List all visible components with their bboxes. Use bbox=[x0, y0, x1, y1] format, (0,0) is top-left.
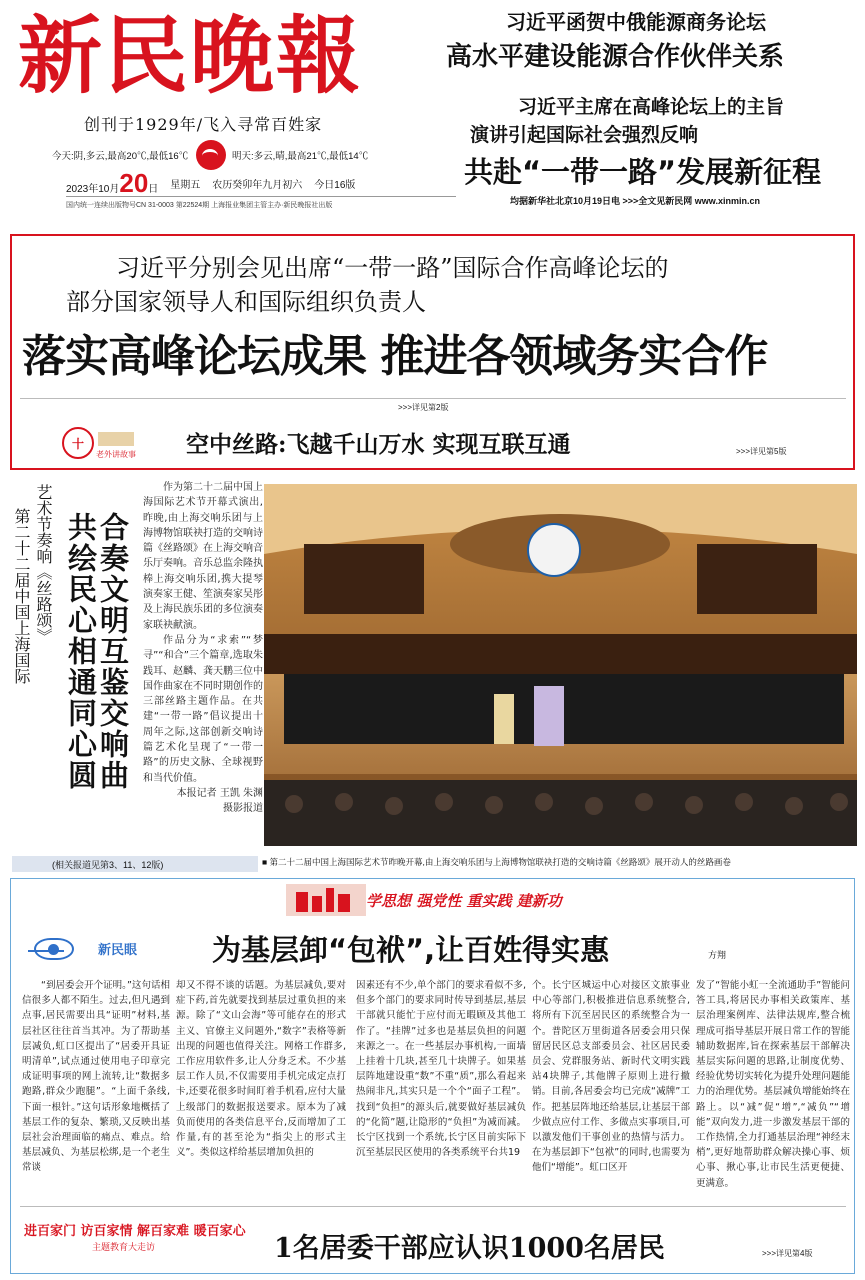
commentary-column-4: 个。长宁区城运中心对接区文旅事业中心等部门,积极推进信息系统整合,将所有下沉至居民区的系统整合为一个。普陀区万里街道各居委会用只保留居民区总支部委员会、社区居民委员会、党群服务站、新时代文明实践站4块牌子,其他牌子原则上进行撤销。目前,各居委会均已完成“减牌”工作。把基层阵地还给基层,让基层干部少做点应付工作、多做点实事项目,可以激发他们干事创业的热情与活力。在为基层卸下“包袱”的同时,也需要为他们“增能”。虹口区开 bbox=[532, 980, 690, 1174]
arts-para-2: 作品分为“求索”“梦寻”“和合”三个篇章,选取朱践耳、赵麟、龚天鹏三位中国作曲家在不同时期创作的三部丝路主题作品。在共建“一带一路”倡议提出十周年之际,这部创新交响诗篇艺术化呈现了“一带一路”的历史文脉、全球视野和当代价值。 bbox=[143, 634, 263, 784]
theme-banner-text: 学思想 强党性 重实践 建新功 bbox=[366, 892, 562, 910]
series-logo-text: 老外讲故事 bbox=[96, 450, 136, 459]
commentary-column-3: 因素还有不少,单个部门的要求看似不多,但多个部门的要求同时传导到基层,基层干部就只能忙于应付而无暇顾及其他工作了。“挂牌”过多也是基层负担的问题来源之一。在一些基层办事机构,一面墙上挂着十几块,甚至几十块牌子。如果基层阵地建设重“数”不重“质”,那么看起来热闹非凡,其实只是一个个“面子工程”。找到“负担”的源头后,就要做好基层减负的“化简”题,让隐形的“负担”为减而减。长宁区找到一个系统,长宁区目前实际下沉至基层民区使用的各类系统平台共19 bbox=[356, 980, 526, 1159]
top-news-1-kicker[interactable]: 习近平函贺中俄能源商务论坛 bbox=[506, 10, 766, 34]
commentary-author: 方翔 bbox=[708, 951, 727, 961]
bottom-headline[interactable]: 1名居委干部应认识1000名居民 bbox=[274, 1233, 665, 1264]
concert-photo bbox=[264, 484, 857, 846]
date-day: 20 bbox=[119, 168, 149, 198]
arts-subtitle-1: 艺术节奏响《丝路颂》 bbox=[34, 484, 53, 644]
campaign-slogan: 进百家门 访百家情 解百家难 暖百家心 bbox=[24, 1224, 246, 1239]
weekday: 星期五 bbox=[170, 180, 201, 191]
page-count: 今日16版 bbox=[314, 180, 356, 191]
arts-headline-2[interactable]: 共绘民心相通同心圆 bbox=[64, 512, 98, 791]
masthead-slogan: 创刊于1929年/飞入寻常百姓家 bbox=[84, 115, 323, 134]
arts-headline-1[interactable]: 合奏文明互鉴交响曲 bbox=[96, 512, 130, 791]
commentary-column-2: 却又不得不谈的话题。为基层减负,要对症下药,首先就要找到基层过重负担的来源。除了“文山会海”等可能存在的形式主义、官僚主义问题外,“数字”表格等新出现的问题也值得关注。网格工作群多,工作应用软件多,让人分身乏术。不少基层工作人员,不仅需要用手机完成定点打卡,还要花很多时间盯着手机看,应付大量上级部门的数据报送要求。原本为了减负而使用的各类信息平台,反而增加了工作量,有的甚至沦为“指尖上的形式主义”。类似这样给基层增加负担的 bbox=[176, 980, 346, 1159]
commentary-headline[interactable]: 为基层卸“包袱”,让百姓得实惠 bbox=[212, 933, 610, 967]
divider bbox=[20, 1206, 846, 1207]
date-prefix: 2023年10月 bbox=[66, 184, 120, 195]
lead-kicker-line2: 部分国家领导人和国际组织负责人 bbox=[66, 288, 426, 316]
theme-banner bbox=[286, 884, 576, 916]
lunar-date: 农历癸卯年九月初六 bbox=[212, 180, 303, 191]
photo-caption: ■ 第二十二届中国上海国际艺术节昨晚开幕,由上海交响乐团与上海博物馆联袂打造的交响诗篇《丝路颂》展开动人的丝路画卷 bbox=[262, 857, 731, 867]
arts-byline-2: 摄影报道 bbox=[223, 803, 263, 815]
commentary-column-5: 发了“智能小虹一全流通助手”智能问答工具,将居民办事相关政策库、基层治理案例库、法律法规库,整合梳理成可指导基层开展日常工作的智能辅助数据库,旨在探索基层干部解决基层实际问题的思路,让制度优势、经验优势切实转化为提升处理问题能力的治理优势。基层减负增能始终在路上。以“减”促“增”,“减负”“增能”双向发力,进一步激发基层干部的工作热情,全力打通基层治理“神经末梢”,更好地帮助群众解决操心事、烦心事、揪心事,让市民生活更便捷、更满意。 bbox=[696, 980, 850, 1189]
column-name: 新民眼 bbox=[98, 943, 138, 958]
campaign-subtitle: 主题教育大走访 bbox=[92, 1243, 156, 1253]
divider bbox=[20, 398, 846, 399]
top-news-2-headline[interactable]: 共赴“一带一路”发展新征程 bbox=[464, 155, 822, 189]
top-news-1-headline[interactable]: 高水平建设能源合作伙伴关系 bbox=[446, 42, 785, 72]
publication-info: 国内统一连续出版物号CN 31-0003 第22524期 上海报业集团主管主办·新民晚报社出版 bbox=[66, 196, 456, 210]
series-logo-icon bbox=[62, 424, 142, 462]
weather-today: 今天:阴,多云,最高20℃,最低16℃ bbox=[52, 151, 189, 162]
eye-icon bbox=[34, 938, 74, 960]
top-news-credit: 均据新华社北京10月19日电 >>>全文见新民网 www.xinmin.cn bbox=[510, 196, 760, 206]
newspaper-emblem-icon bbox=[196, 140, 226, 170]
related-reports-ref[interactable]: (相关报道见第3、11、12版) bbox=[12, 856, 258, 872]
bottom-page-ref[interactable]: >>>详见第4版 bbox=[762, 1249, 813, 1258]
sub-headline[interactable]: 空中丝路:飞越千山万水 实现互联互通 bbox=[186, 431, 571, 458]
top-news-2-kicker-line1[interactable]: 习近平主席在高峰论坛上的主旨 bbox=[518, 96, 785, 118]
svg-text:十: 十 bbox=[71, 437, 85, 451]
arts-subtitle-2: 第二十二届中国上海国际 bbox=[12, 508, 31, 684]
lead-kicker-line1: 习近平分别会见出席“一带一路”国际合作高峰论坛的 bbox=[116, 254, 669, 282]
lead-headline[interactable]: 落实高峰论坛成果 推进各领域务实合作 bbox=[22, 331, 768, 382]
lead-page-ref[interactable]: >>>详见第2版 bbox=[398, 403, 449, 412]
weather-tomorrow: 明天:多云,晴,最高21℃,最低14℃ bbox=[232, 151, 369, 162]
commentary-column-1: “到居委会开个证明。”这句话相信很多人都不陌生。过去,但凡遇到点事,居民需要出具“证明”材料,基层社区往往首当其冲。为了帮助基层减负,虹口区提出了“居委开具证明清单”,试点通过使用电子印章完成证明事项的网上流转,让“数据多跑路,群众少跑腿”。“上面千条线,下面一根针。”这句话形象地概括了基层工作的复杂、繁琐,又反映出基层社会治理面临的痛点、难点。给基层减负、为基层松绑,是一个老生常谈 bbox=[22, 980, 170, 1174]
dateline bbox=[66, 168, 355, 199]
date-suffix: 日 bbox=[148, 184, 159, 195]
arts-byline: 本报记者 王凯 朱渊 bbox=[176, 787, 263, 799]
sub-page-ref[interactable]: >>>详见第5版 bbox=[736, 447, 787, 456]
top-news-2-kicker-line2[interactable]: 演讲引起国际社会强烈反响 bbox=[470, 124, 699, 146]
masthead-logo: 新民晚報 bbox=[18, 6, 363, 105]
arts-article-body bbox=[143, 480, 263, 817]
arts-para-1: 作为第二十二届中国上海国际艺术节开幕式演出,昨晚,由上海交响乐团与上海博物馆联袂打造的交响诗篇《丝路颂》在上海交响音乐厅奏响。音乐总监余隆执棒上海交响乐团,携大提琴演奏家王健、笙演奏家吴彤及上海民族乐团的多位演奏家联袂献演。 bbox=[143, 482, 263, 631]
